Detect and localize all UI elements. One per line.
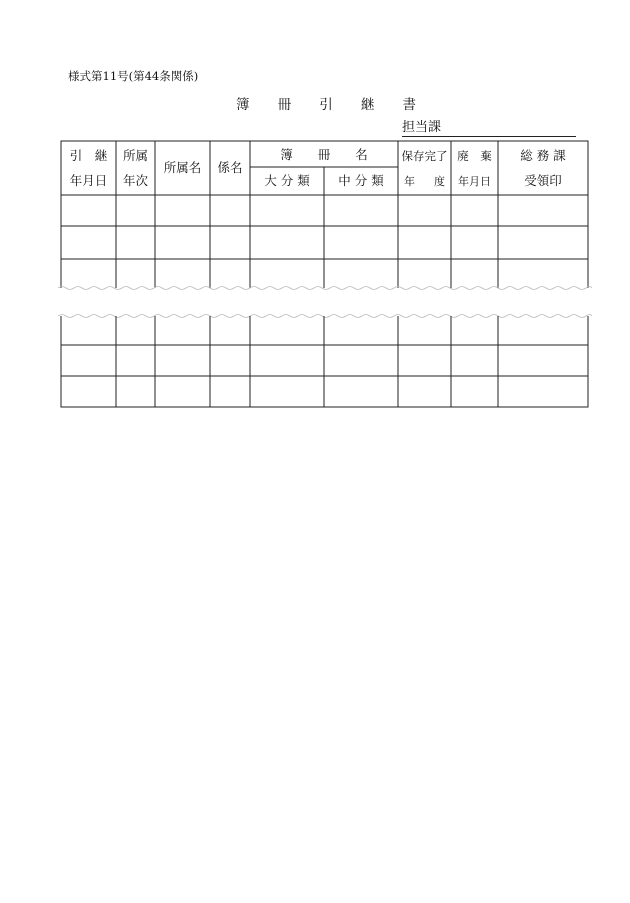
header-general-affairs-top: 総 務 課	[520, 148, 566, 163]
header-dept-year-top: 所属	[122, 148, 148, 163]
header-receipt-seal: 受領印	[524, 173, 562, 188]
header-disposal-top: 廃 棄	[457, 149, 492, 163]
table-row[interactable]	[61, 226, 588, 259]
header-dept-year-bottom: 年次	[122, 173, 148, 188]
table-row[interactable]	[61, 195, 588, 226]
table-row[interactable]	[61, 345, 588, 376]
header-transfer-date-bottom: 年月日	[69, 173, 108, 188]
header-transfer-date-top: 引 継	[69, 148, 108, 163]
header-fiscal-label: 度	[434, 175, 445, 188]
title-char: 継	[360, 97, 375, 113]
title-char: 引	[319, 97, 333, 113]
header-dept-name: 所属名	[163, 160, 202, 175]
title-char: 冊	[277, 97, 292, 113]
header-section-name: 係名	[217, 160, 243, 175]
table-row[interactable]	[61, 316, 588, 345]
title-char: 簿	[236, 97, 250, 113]
table-row[interactable]	[61, 376, 588, 407]
table-row[interactable]	[61, 259, 588, 288]
title-char: 書	[402, 97, 416, 113]
header-retention-end-bottom	[404, 175, 445, 189]
form-number-label: 様式第11号(第44条関係)	[68, 69, 199, 83]
department-label: 担当課	[402, 120, 442, 135]
header-middle-class: 中 分 類	[338, 173, 384, 188]
header-register-name: 簿 冊 名	[280, 147, 368, 162]
header-disposal-bottom: 年月日	[458, 175, 491, 188]
header-retention-end-top: 保存完了	[401, 149, 448, 163]
header-year-label: 年	[404, 175, 415, 188]
header-major-class: 大 分 類	[264, 173, 310, 188]
